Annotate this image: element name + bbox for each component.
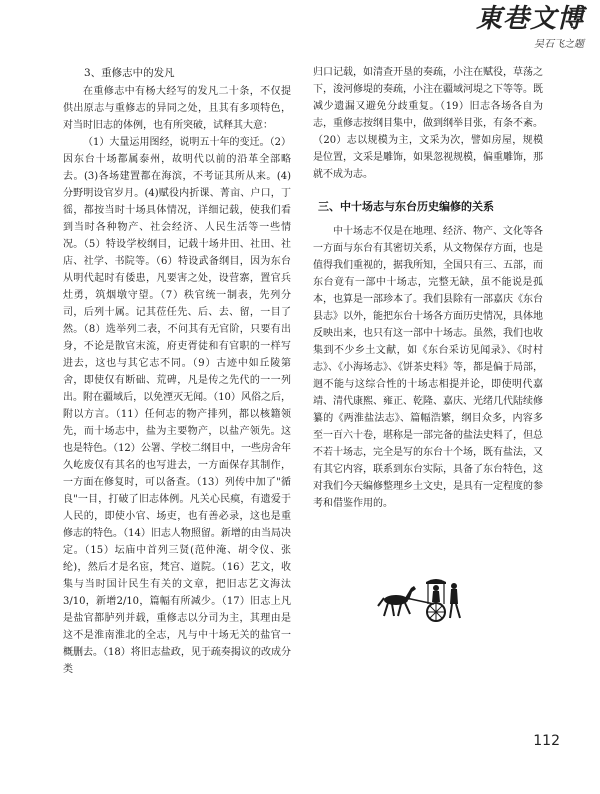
left-paragraph-intro: 在重修志中有杨大经写的发凡二十条，不仅提供出原志与重修志的异同之处，且其有多项特色，对当时旧志的体例，也有所突破，试释其大意： <box>63 86 291 131</box>
masthead-logo <box>466 2 584 60</box>
right-paragraph-continuation: 归口记载，如清查开垦的奏疏，小注在赋役，草荡之下，浚河修堤的奏疏，小注在疆域河堤之下等等。既减少遗漏又避免分歧重复。（19）旧志各场各自为志，重修志按纲目集中，做到纲举目张，有条不紊。（20）志以规模为主，文采为次，譬如房屋，规模是位置，文采是雕饰，如果忽视规模，偏重雕饰，那就不成为志。 <box>313 67 543 180</box>
masthead-title: 東巷文博 <box>475 4 584 34</box>
horse-carriage-icon <box>376 572 466 628</box>
right-paragraph-body: 中十场志不仅是在地理、经济、物产、文化等各一方面与东台有其密切关系，从文物保存方面，也是值得我们重视的，据我所知，全国只有三、五部，而东台竟有一部中十场志，完整无缺，虽不能说是孤本，也算是一部珍本了。我们县除有一部嘉庆《东台县志》以外，能把东台十场各方面历史情况，具体地反映出来，也只有这一部中十场志。虽然，我们也收集到不少乡土文献，如《东台采访见闻录》、《时村志》、《小海场志》、《饼茶史料》等，都是偏于局部，迥不能与这综合性的十场志相提并论，即使明代嘉靖、清代康熙、雍正、乾隆、嘉庆、光绪几代陆续修纂的《两淮盐法志》、篇幅浩繁，纲目众多，内容多至一百六十卷，堪称是一部完备的盐法史料了，但总不若十场志，完全是写的东台十个场，既有盐法，又有其它内容，联系到东台实际，具备了东台特色，这对我们今天编修整理乡土文史，是具有一定程度的参考和借鉴作用的。 <box>313 226 543 509</box>
left-column <box>63 64 291 678</box>
section-heading-relation: 三、中十场志与东台历史编修的关系 <box>318 200 494 213</box>
masthead-signature: 吴石飞之题 <box>534 39 584 50</box>
left-paragraph-list: （1）大量运用图经，说明五十年的变迁。（2）因东台十场都属泰州，故明代以前的沿革全部略去。(3)各场建置都在海滨，不考证其所从来。(4)分野明设官岁月。(4)赋役内折课、菁亩、户口，丁徭，都按当时十场具体情况，详细记载，使我们看到当时各种物产、社会经济、人民生活等一些情况。（5）特设学校纲目，记载十场井田、社田、社店、社学、书院等。（6）特设武备纲目，因为东台从明代起时有倭患，凡要害之处，设营寨，置官兵灶勇，筑烟墩守望。（7）秩官统一制表，先列分司，后列十属。记其莅任先、后、去、留，一目了然。（8）选举列二表，不问其有无官阶，只要有出身，不论是散官末流，府吏胥徒和有官职的一样写进去，这也与其它志不同。（9）古迹中如丘陵第舍，即使仅有断础、荒碑，凡是传之先代的一一列出。附在疆域后，以免湮灭无闻。（10）风俗之后，附以方言。（11）任何志的物产排列，都以核籍领先，而十场志中，盐为主要物产，以盐产领先。这也是特色。（12）公署、学校二纲目中，一些房舍年久屹废仅有其名的也写进去，一方面保存其制作，一方面在修复时，可以备查。（13）列传中加了"循良"一目，打破了旧志体例。凡关心民瘼，有遗爱于人民的，即使小官、场吏，也有善必录，这也是重修志的特色。（14）旧志人物照留。新增的由当局决定。（15）坛庙中首列三贤(范仲淹、胡令仪、张纶)，然后才是名宦，梵宫、道院。（16）艺文，收集与当时国计民生有关的文章，把旧志艺文海汰3/10，新增2/10，篇幅有所减少。（17）旧志上凡是盐官都胪列并载，重修志以分司为主，其理由是这不是淮南淮北的全志，凡与中十场无关的盐官一概删去。（18）将旧志盐政，见于疏奏揭议的改成分类 <box>63 137 291 675</box>
right-column <box>313 64 543 512</box>
page-number: 112 <box>533 733 560 749</box>
subheading-fanli: 3、重修志中的发凡 <box>84 67 175 79</box>
